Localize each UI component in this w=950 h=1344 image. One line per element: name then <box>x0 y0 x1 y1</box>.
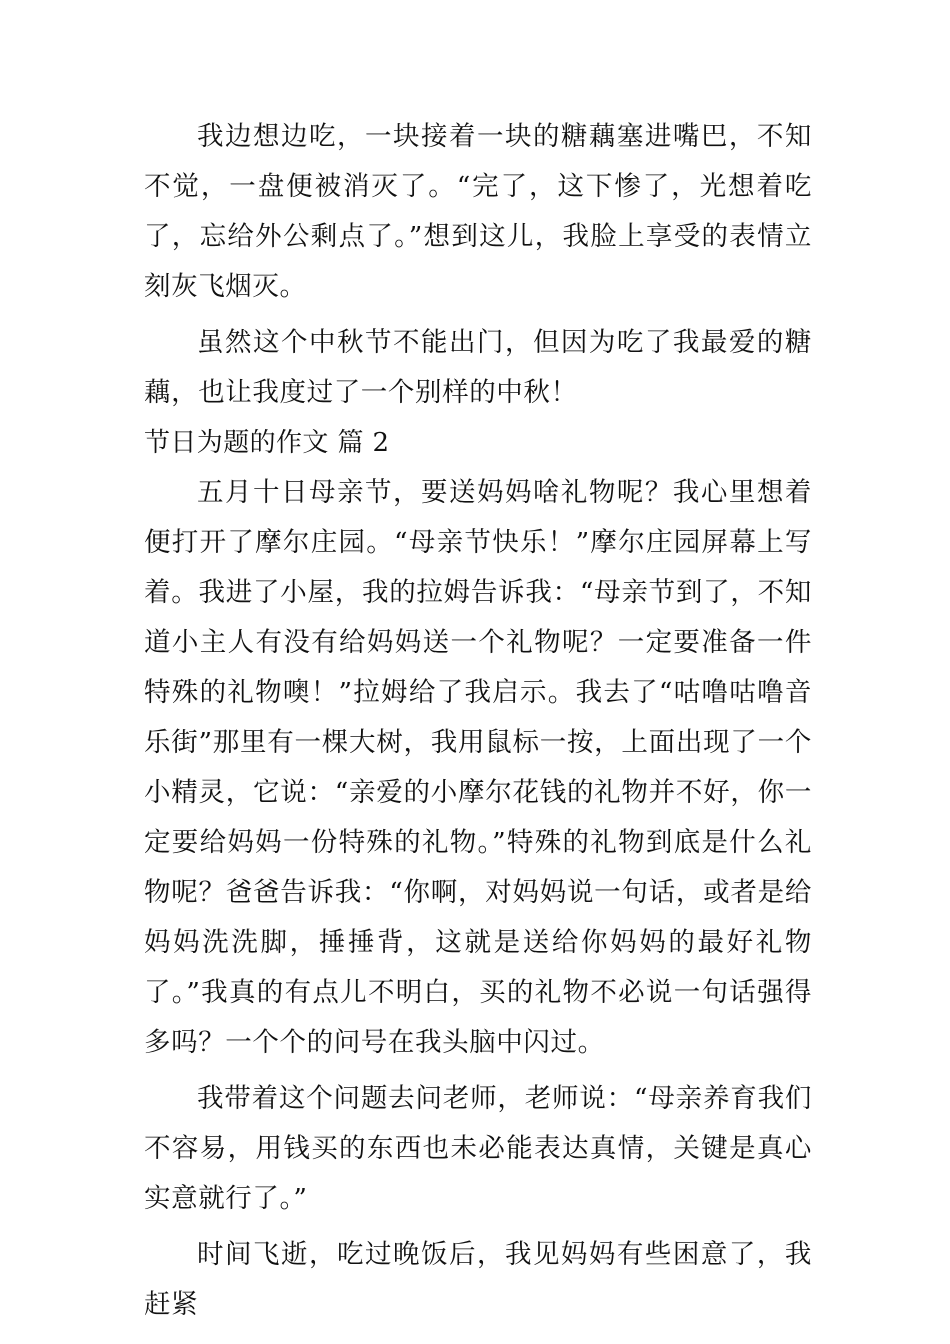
paragraph-eating-lotus: 我边想边吃，一块接着一块的糖藕塞进嘴巴，不知不觉，一盘便被消灭了。“完了，这下惨了，光想着吃了，忘给外公剩点了。”想到这儿，我脸上享受的表情立刻灰飞烟灭。 <box>144 121 812 302</box>
paragraph-mothers-day-gift: 五月十日母亲节，要送妈妈啥礼物呢？我心里想着便打开了摩尔庄园。“母亲节快乐！”摩尔庄园屏幕上写着。我进了小屋，我的拉姆告诉我：“母亲节到了，不知道小主人有没有给妈妈送一个礼物呢？一定要准备一件特殊的礼物噢！”拉姆给了我启示。我去了“咕噜咕噜音乐街”那里有一棵大树，我用鼠标一按，上面出现了一个小精灵，它说：“亲爱的小摩尔花钱的礼物并不好，你一定要给妈妈一份特殊的礼物。”特殊的礼物到底是什么礼物呢？爸爸告诉我：“你啊，对妈妈说一句话，或者是给妈妈洗洗脚，捶捶背，这就是送给你妈妈的最好礼物了。”我真的有点儿不明白，买的礼物不必说一句话强得多吗？一个个的问号在我头脑中闪过。 <box>144 477 812 1058</box>
document-body <box>144 112 812 1330</box>
essay-heading: 节日为题的作文 篇 2 <box>144 428 390 458</box>
paragraph-after-dinner: 时间飞逝，吃过晚饭后，我见妈妈有些困意了，我赶紧 <box>144 1239 812 1320</box>
paragraph-ask-teacher: 我带着这个问题去问老师，老师说：“母亲养育我们不容易，用钱买的东西也未必能表达真情，关键是真心实意就行了。” <box>144 1083 812 1214</box>
paragraph-mid-autumn-summary: 虽然这个中秋节不能出门，但因为吃了我最爱的糖藕，也让我度过了一个别样的中秋！ <box>144 327 812 408</box>
